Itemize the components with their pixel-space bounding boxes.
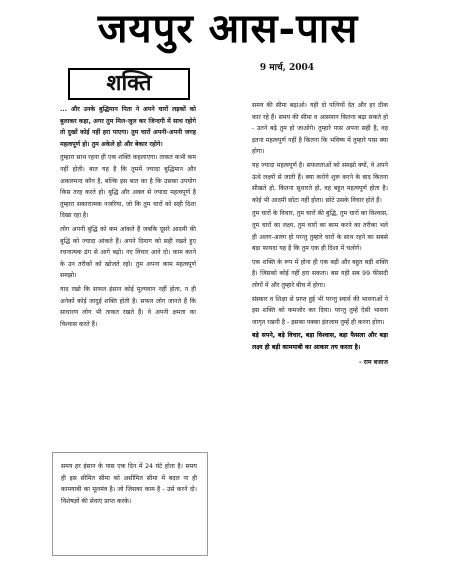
paragraph: ... और उनके बुद्धिमान पिता ने अपने चारों लड़कों को बुलाकर कहा, अगर तुम मिल-जुल कर जिन्दगी में साथ रहोगे तो दुखों कोई नहीं हरा पाएगा। तुम चारों अपनी-अपनी जगह महत्वपूर्ण हो। तुम अकेले हो और बेकार रहोगे। [60, 106, 196, 148]
issue-date: 9 मार्च, 2004 [259, 63, 314, 73]
masthead-title: जयपुर आस-पास [97, 5, 359, 52]
paragraph: यह ज्यादा महत्वपूर्ण है। सफलताओं को समझो क्यों, वे अपने ऊंचे लक्ष्यों से जाती हैं। क्या करोगे शुरू करने के बाद कितना सीखते हो, कितना सुधारते हो, वह बहुत महत्वपूर्ण होता है। कोई भी आदमी छोटा नहीं होता। छोटे उसके विचार होते हैं। [252, 161, 388, 204]
paragraph: याद रखो कि सफल इंसान कोई मूल्यवान नहीं होता, न ही अनेकों कोई जादुई शक्ति होती है। सफल लोग जानते हैं कि साधारण लोग भी ताकत रखते हैं। वे अपनी क्षमता का विश्वास करते हैं। [60, 285, 196, 328]
paragraph: लोग अपनी बुद्धि को कम आंकते हैं जबकि दूसरे आदमी की बुद्धि को ज्यादा आंकते हैं। अपने दिमाग को सही रखते हुए रचनात्मक ढंग से आगे बढ़ो। नए विचार आने दो। काम करने के उन तरीकों को खोजते रहो। तुम अपना काम महत्वपूर्ण समझो। [60, 225, 196, 280]
paragraph: समय हर इंसान के पास एक दिन में 24 घंटे होता है। समय ही इस सीमित सीमा को असीमित सीमा में बदल ना ही कामयाबी का मूलमंत्र है। जो जिसका काम है - उसे करने दो। विशेषज्ञों की सेवाएं प्राप्त करके। [61, 463, 197, 505]
article-lower-block [52, 452, 208, 556]
article-column-2 [252, 100, 388, 560]
paragraph: तुम चारों के विचार, तुम चारों की बुद्धि, तुम चारों का विश्वास, तुम चारों का लक्ष्य, तुम चारों का काम करने का तरीका भले ही अलग-अलग हो परन्तु तुम्हारे चारों के साथ रहने का सबसे बड़ा फायदा यह है कि तुम एक ही दिशा में चलोगे। [252, 210, 388, 253]
paragraph: समय की सीमा बढ़ाओ। यही दो पत्नियों देत और हर ठीक कार रहे हैं। समय की सीमा व आसमान कितना बढ़ा सकते हो - उतने बढ़े तुम हो जाओगे। तुम्हारे पास अपना सही है, वह इतना महत्वपूर्ण नहीं है कितना कि भविष्य में तुम्हारे पास क्या होगा। [252, 102, 388, 156]
paragraph: तुम्हारा साथ रहना ही एक शक्ति कहलाएगा। ताकत कभी कम नहीं होती। बात यह है कि तुममें ज्यादा बुद्धिमान और अकलमन्द कौन है, बल्कि इस बात का है कि उसका उपयोग किस तरह करते हो। बुद्धि और अक्ल से ज्यादा महत्वपूर्ण है तुम्हारा सकारात्मक नजरिया, जो कि तुम चारों को सही दिशा दिखा रहा है। [60, 154, 196, 220]
paragraph: एक शक्ति के रूप में होना ही एक बड़ी और बहुत बड़ी शक्ति है। जिसको कोई नहीं हरा सकता। बस यही सब 99 फीसदी लोगों में और तुम्हारे बीच में होगा। [252, 258, 388, 289]
paragraph: बड़े सपने, बड़े विचार, बड़ा विश्वास, बड़ा फैसला और बड़ा लक्ष्य ही बड़ी कामयाबी का आकार तय करता है। [252, 332, 388, 351]
byline: - राम बजाज [358, 359, 388, 367]
paragraph: संस्कार व शिक्षा से प्राप्त हुई भी परन्तु स्वार्थ की भावनाओं ने इस शक्ति को कमजोर कर दिया। परन्तु तुम्हें ऐसी भावना जागृत रखनी है - इसका पक्का इंतजाम तुम्हें ही करना होगा। [252, 295, 388, 326]
section-title: शक्ति [68, 68, 190, 100]
